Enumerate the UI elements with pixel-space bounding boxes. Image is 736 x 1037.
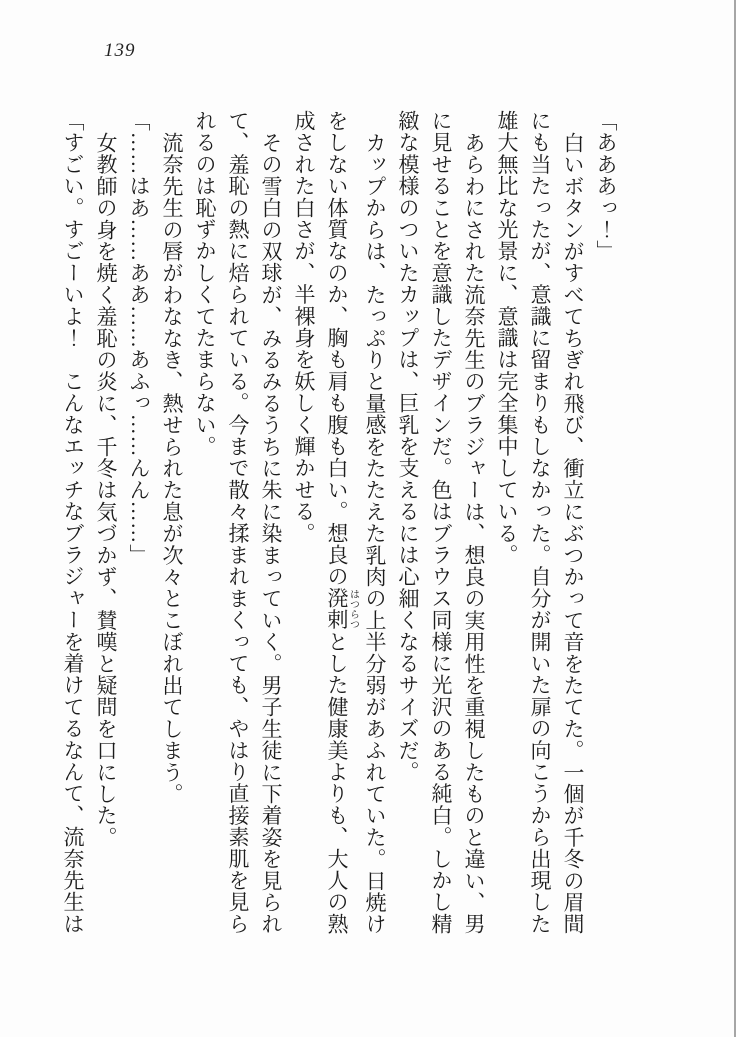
text-column: 緻な模様のついたカップは、巨乳を支えるには心細くなるサイズだ。 [396, 110, 420, 783]
text-column: カップからは、たっぷりと量感をたたえた乳肉の上半分弱があふれていた。日焼け [363, 132, 387, 935]
text-column: に見せることを意識したデザインだ。色はブラウス同様に光沢のある純白。しかし精 [429, 110, 453, 935]
text-column: 成された白さが、半裸身を妖しく輝かせる。 [292, 110, 316, 544]
text-body [56, 110, 622, 938]
text-column: て、羞恥の熱に焙られている。今まで散々揉まれまくっても、やはり直接素肌を見ら [226, 110, 250, 935]
text-column: にも当たったが、意識に留まりもしなかった。自分が開いた扉の向こうから出現した [528, 110, 552, 935]
text-segment: とした健康美よりも、大人の熟 [325, 630, 349, 935]
text-column: その雪白の双球が、みるみるうちに朱に染まっていく。男子生徒に下着姿を見られ [259, 132, 283, 935]
text-column: 「あああっ！」 [594, 110, 618, 262]
text-column: 「……はあ……ああ……あふっ……んん……」 [127, 110, 151, 566]
text-column: 雄大無比な光景に、意識は完全集中している。 [495, 110, 519, 566]
text-column: 流奈先生の唇がわななき、熱せられた息が次々とこぼれ出てしまう。 [160, 132, 184, 805]
ruby-base: 溌剌 [325, 587, 349, 631]
text-column: あらわにされた流奈先生のブラジャーは、想良の実用性を重視したものと違い、男 [462, 132, 486, 935]
text-column-with-ruby [320, 110, 358, 938]
text-column: 白いボタンがすべてちぎれ飛び、衝立にぶつかって音をたてた。一個が千冬の眉間 [561, 132, 585, 935]
text-column: れるのは恥ずかしくてたまらない。 [193, 110, 217, 458]
ruby-annotation [325, 587, 359, 631]
text-column: 「すごい。すごーいよ！ こんなエッチなブラジャーを着けてるなんて、流奈先生は [61, 110, 85, 935]
ruby-text: はつらつ [347, 587, 359, 631]
text-column: 女教師の身を焼く羞恥の炎に、千冬は気づかず、賛嘆と疑問を口にした。 [94, 132, 118, 849]
text-segment: をしない体質なのか、胸も肩も腹も白い。想良の [325, 110, 349, 588]
page-number: 139 [104, 40, 136, 61]
